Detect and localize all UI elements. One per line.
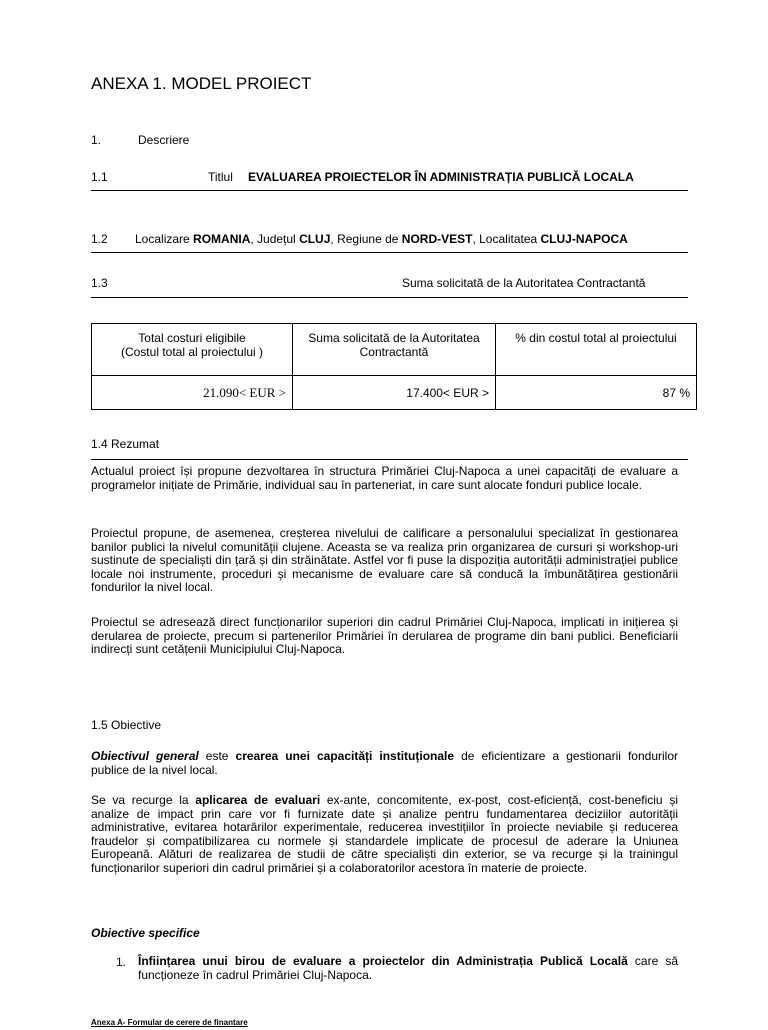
evaluation-text: ex-ante, concomitente, ex-post, cost-eficiență, cost-beneficiu și analize de impact prin care vor fi furnizate date și analize pentru fundamentarea deciziilor autorității administrative, evitarea hotarârilor experimentale, reducerea investițiilor în proiecte neviabile și reducerea fraudelor și compatibilizarea cu normele și standardele implicate de procesul de aderare la Uniunea Europeană. Alături de realizarea de studii de către specialiști din exterior, se va recurge și la trainingul funcționarilor superiori din cadrul primăriei și a colaboratorilor acestora în materie de proiecte. [91,793,679,875]
evaluation-bold: aplicarea de evaluari [195,793,321,807]
evaluation-paragraph [91,794,678,875]
location-text: , Regiune de [330,232,402,246]
location-country: ROMANIA [193,232,251,246]
header-text: Suma solicitată de la Autoritatea [308,331,480,345]
evaluation-text: Se va recurge la [91,793,196,807]
header-text: Contractantă [359,345,429,359]
list-item-rest: care să funcționeze în cadrul Primăriei Cluj-Napoca. [138,954,679,982]
location-text: , Localitatea [472,232,541,246]
list-item-bold: Înființarea unui birou de evaluare a proiectelor din Administrația Publică Locală [138,954,628,968]
divider [91,190,688,191]
header-text: Total costuri eligibile [138,331,246,345]
general-objective-text: de eficientizare a gestionarii fondurilor publice de la nivel local. [91,749,678,777]
divider [91,459,688,460]
funding-table [91,323,697,410]
section-1-3-number: 1.3 [91,276,108,290]
project-title: EVALUAREA PROIECTELOR ÎN ADMINISTRAȚIA PUBLICĂ LOCALA [248,170,634,184]
general-objective-text: este [198,749,236,763]
location-text: Localizare [135,232,194,246]
location-line [135,232,628,246]
section-1-5-heading: 1.5 Obiective [91,718,162,732]
summary-paragraph-3: Proiectul se adresează direct funcționarilor superiori din cadrul Primăriei Cluj-Napoca, implicati in inițierea și derularea de proiecte, precum si partenerilor Primăriei în derularea de programe din bani publici. Beneficiarii indirecți sunt cetățenii Municipiului Cluj-Napoca. [91,615,678,656]
location-county: CLUJ [299,232,331,246]
location-region: NORD-VEST [401,232,473,246]
summary-paragraph-2: Proiectul propune, de asemenea, creșterea nivelului de calificare a personalului specializat în gestionarea banilor publici la nivelul comunității clujene. Aceasta se va realiza prin organizarea de cursuri și workshop-uri sustinute de specialiști din țară și din străinătate. Astfel vor fi puse la dispoziția autorității administrației publice locale noi instrumente, proceduri și mecanisme de evaluare care să conducă la îmbunătățirea gestionării fondurilor la nivel local. [91,526,678,594]
list-item-number: 1. [116,955,127,969]
value-total-costs: 21.090< EUR > [92,376,293,410]
general-objective-paragraph [91,750,678,777]
section-1-1-label: Titlul [208,170,233,184]
specific-objectives-heading: Obiective specifice [91,926,200,940]
section-1-number: 1. [91,133,102,147]
general-objective-label: Obiectivul general [91,749,199,763]
header-total-costs [92,324,293,376]
section-1-2-number: 1.2 [91,232,108,246]
list-item [116,955,678,982]
section-1-1-number: 1.1 [91,170,108,184]
section-1-3-label: Suma solicitată de la Autoritatea Contractantă [402,276,646,290]
section-1-4-heading: 1.4 Rezumat [91,437,160,451]
list-item-text [138,955,678,982]
value-percentage: 87 % [496,376,697,410]
header-requested-amount [293,324,496,376]
table-header-row [92,324,697,376]
location-city: CLUJ-NAPOCA [540,232,628,246]
general-objective-bold: crearea unei capacități instituționale [235,749,455,763]
divider [91,297,688,298]
footer-note: Anexa A- Formular de cerere de finantare [91,1018,248,1027]
summary-paragraph-1: Actualul proiect își propune dezvoltarea în structura Primăriei Cluj-Napoca a unei capacități de evaluare a programelor inițiate de Primărie, individual sau în parteneriat, in care sunt alocate fonduri publice locale. [91,464,678,492]
page-title: ANEXA 1. MODEL PROIECT [91,74,312,93]
section-1-label: Descriere [138,133,190,147]
header-percentage: % din costul total al proiectului [496,324,697,376]
value-requested-amount: 17.400< EUR > [293,376,496,410]
divider [91,252,688,253]
table-row [92,376,697,410]
location-text: , Județul [250,232,300,246]
header-text: (Costul total al proiectului ) [120,345,264,359]
